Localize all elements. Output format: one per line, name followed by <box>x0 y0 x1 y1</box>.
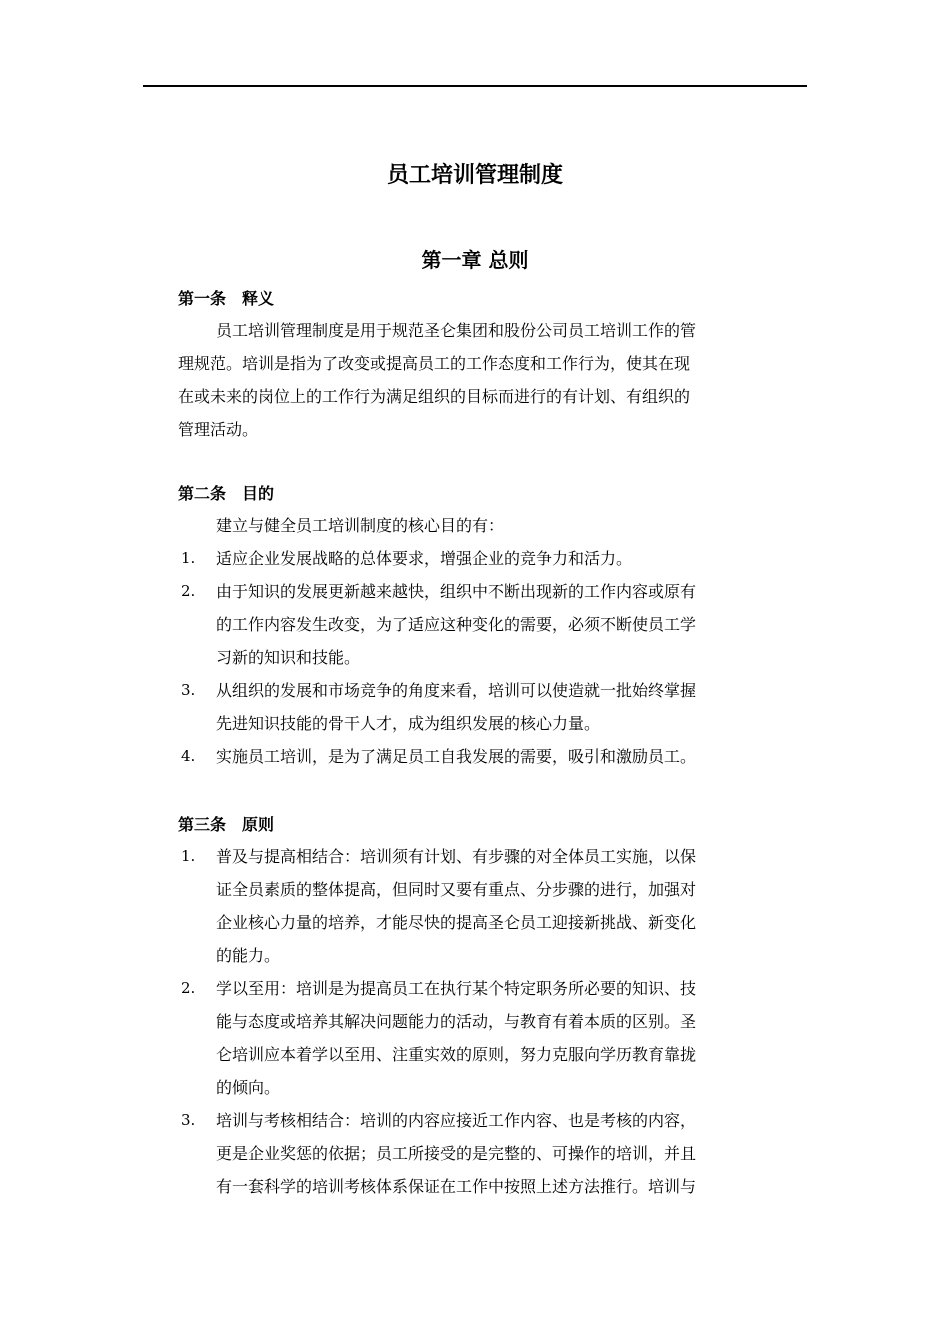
list-item <box>178 542 808 575</box>
list-number: 1. <box>181 847 196 865</box>
list-line: 培训与考核相结合：培训的内容应接近工作内容、也是考核的内容， <box>216 1111 697 1130</box>
list-number: 3. <box>181 681 196 699</box>
list-number: 2. <box>181 979 196 997</box>
article-3 <box>178 810 808 1203</box>
list-item <box>178 674 808 740</box>
chapter-title: 第一章 总则 <box>421 248 529 272</box>
paragraph-line: 在或未来的岗位上的工作行为满足组织的目标而进行的有计划、有组织的 <box>178 387 691 406</box>
list-line: 仑培训应本着学以至用、注重实效的原则，努力克服向学历教育靠拢 <box>216 1045 697 1064</box>
list-line: 企业核心力量的培养，才能尽快的提高圣仑员工迎接新挑战、新变化 <box>216 913 697 932</box>
list-item <box>178 840 808 972</box>
article-title: 第二条 目的 <box>178 484 275 503</box>
paragraph-line: 理规范。培训是指为了改变或提高员工的工作态度和工作行为，使其在现 <box>178 354 691 373</box>
intro-line: 建立与健全员工培训制度的核心目的有： <box>216 516 505 535</box>
article-2 <box>178 479 808 773</box>
list-line: 的能力。 <box>216 946 281 965</box>
list-line: 从组织的发展和市场竞争的角度来看，培训可以使造就一批始终掌握 <box>216 681 697 700</box>
article-paragraph <box>178 314 808 446</box>
list-number: 4. <box>181 747 196 765</box>
list-line: 有一套科学的培训考核体系保证在工作中按照上述方法推行。培训与 <box>216 1177 697 1196</box>
list-line: 更是企业奖惩的依据；员工所接受的是完整的、可操作的培训，并且 <box>216 1144 697 1163</box>
article-1 <box>178 284 808 446</box>
list-number: 2. <box>181 582 196 600</box>
list-line: 学以至用：培训是为提高员工在执行某个特定职务所必要的知识、技 <box>216 979 697 998</box>
list-line: 的工作内容发生改变，为了适应这种变化的需要，必须不断使员工学 <box>216 615 697 634</box>
document-title: 员工培训管理制度 <box>386 162 563 188</box>
list-line: 习新的知识和技能。 <box>216 648 361 667</box>
list-number: 3. <box>181 1111 196 1129</box>
list-line: 能与态度或培养其解决问题能力的活动，与教育有着本质的区别。圣 <box>216 1012 697 1031</box>
list-item <box>178 740 808 773</box>
paragraph-line: 管理活动。 <box>178 420 259 439</box>
list-item <box>178 1104 808 1203</box>
article-title: 第三条 原则 <box>178 815 275 834</box>
list-item <box>178 972 808 1104</box>
list-line: 适应企业发展战略的总体要求，增强企业的竞争力和活力。 <box>216 549 633 568</box>
article-title: 第一条 释义 <box>178 289 275 308</box>
list-line: 普及与提高相结合：培训须有计划、有步骤的对全体员工实施，以保 <box>216 847 697 866</box>
header-rule <box>143 85 807 87</box>
list-line: 证全员素质的整体提高，但同时又要有重点、分步骤的进行，加强对 <box>216 880 697 899</box>
article-intro <box>178 509 808 542</box>
list-line: 的倾向。 <box>216 1078 281 1097</box>
list-line: 实施员工培训，是为了满足员工自我发展的需要，吸引和激励员工。 <box>216 747 697 766</box>
paragraph-line: 员工培训管理制度是用于规范圣仑集团和股份公司员工培训工作的管 <box>216 321 697 340</box>
list-line: 先进知识技能的骨干人才，成为组织发展的核心力量。 <box>216 714 601 733</box>
list-line: 由于知识的发展更新越来越快，组织中不断出现新的工作内容或原有 <box>216 582 697 601</box>
list-number: 1. <box>181 549 196 567</box>
list-item <box>178 575 808 674</box>
